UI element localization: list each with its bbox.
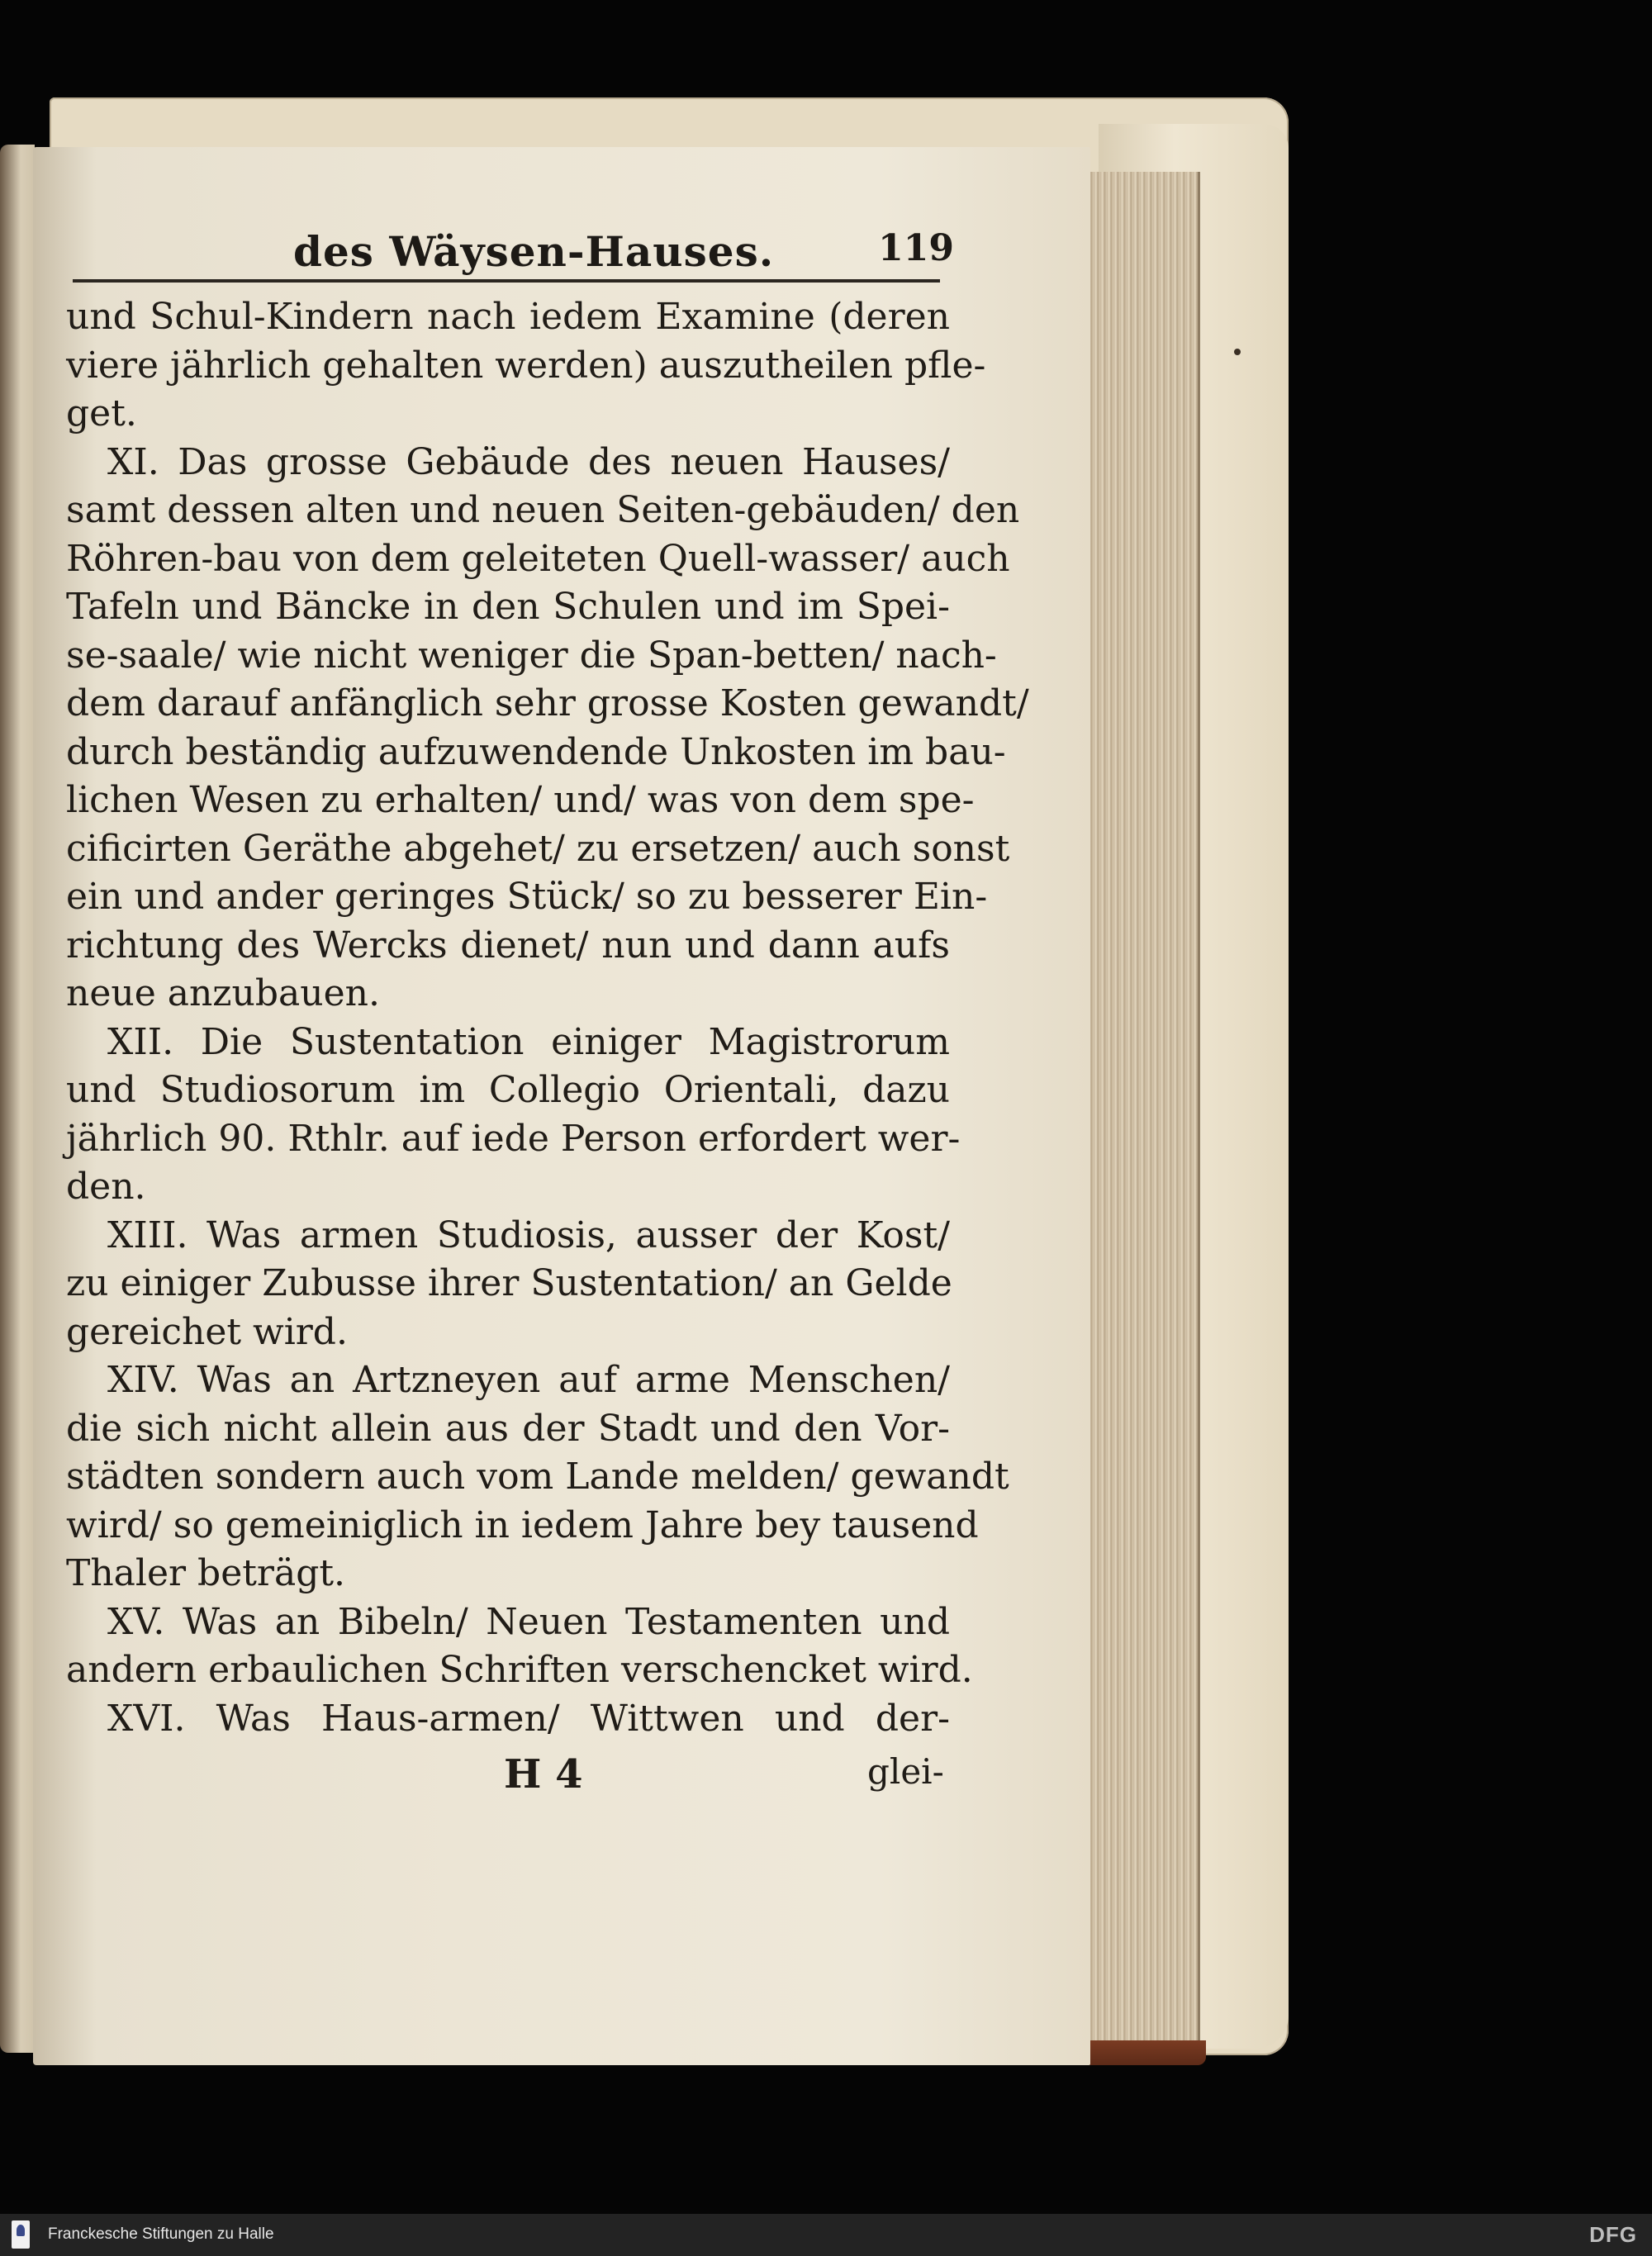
- foundation-logo-icon: [12, 2220, 30, 2249]
- text-line: gereichet wird.: [66, 1310, 348, 1353]
- viewer-footer: [0, 2214, 1652, 2256]
- text-line: lichen Wesen zu erhalten/ und/ was von dem spe-: [66, 779, 975, 821]
- text-line: dem darauf anfänglich sehr grosse Kosten gewandt/: [66, 682, 1029, 724]
- text-line: andern erbaulichen Schriften verschencket wird.: [66, 1649, 973, 1691]
- page-header: [293, 227, 954, 277]
- text-line: XI. Das grosse Gebäude des neuen Hauses/: [107, 440, 950, 483]
- text-line: samt dessen alten und neuen Seiten-gebäuden/ den: [66, 489, 1020, 531]
- text-line: die sich nicht allein aus der Stadt und den Vor-: [66, 1407, 950, 1450]
- left-page-edge: [0, 145, 35, 2053]
- text-line: viere jährlich gehalten werden) auszutheilen pfle-: [66, 344, 986, 387]
- text-line: zu einiger Zubusse ihrer Sustentation/ an Gelde: [66, 1262, 952, 1304]
- text-line: Tafeln und Bäncke in den Schulen und im Spei-: [66, 586, 950, 628]
- page-number: 119: [878, 227, 954, 269]
- running-head: des Wäysen-Hauses.: [293, 227, 775, 276]
- text-line: städten sondern auch vom Lande melden/ gewandt: [66, 1456, 1009, 1498]
- dfg-logo: DFG: [1589, 2222, 1637, 2247]
- text-line: XIII. Was armen Studiosis, ausser der Kost/: [107, 1213, 950, 1256]
- text-line: get.: [66, 392, 137, 435]
- footer-organization: Franckesche Stiftungen zu Halle: [48, 2225, 274, 2243]
- text-line: XII. Die Sustentation einiger Magistrorum: [107, 1020, 950, 1063]
- catchword: glei-: [867, 1751, 944, 1792]
- text-line: XV. Was an Bibeln/ Neuen Testamenten und: [107, 1600, 950, 1643]
- signature-mark: H 4: [504, 1751, 583, 1798]
- text-line: richtung des Wercks dienet/ nun und dann aufs: [66, 924, 950, 967]
- text-line: und Studiosorum im Collegio Orientali, dazu: [66, 1069, 950, 1111]
- header-rule: [73, 279, 940, 283]
- text-line: cificirten Geräthe abgehet/ zu ersetzen/ auch sonst: [66, 827, 1010, 870]
- text-line: neue anzubauen.: [66, 972, 380, 1014]
- text-line: XVI. Was Haus-armen/ Wittwen und der-: [107, 1697, 950, 1740]
- text-line: Röhren-bau von dem geleiteten Quell-wasser/ auch: [66, 537, 1010, 580]
- text-line: se-saale/ wie nicht weniger die Span-betten/ nach-: [66, 634, 997, 677]
- text-line: ein und ander geringes Stück/ so zu besserer Ein-: [66, 876, 988, 918]
- page-edges: [1074, 172, 1200, 2064]
- text-line: und Schul-Kindern nach iedem Examine (deren: [66, 296, 950, 338]
- text-line: den.: [66, 1166, 146, 1208]
- text-line: XIV. Was an Artzneyen auf arme Menschen/: [107, 1359, 950, 1401]
- text-line: Thaler beträgt.: [66, 1552, 346, 1594]
- text-line: wird/ so gemeiniglich in iedem Jahre bey tausend: [66, 1503, 979, 1546]
- text-line: jährlich 90. Rthlr. auf iede Person erfordert wer-: [66, 1117, 961, 1160]
- ink-dot: [1234, 349, 1241, 355]
- body-text: [66, 293, 1029, 1743]
- text-line: durch beständig aufzuwendende Unkosten im bau-: [66, 730, 1006, 773]
